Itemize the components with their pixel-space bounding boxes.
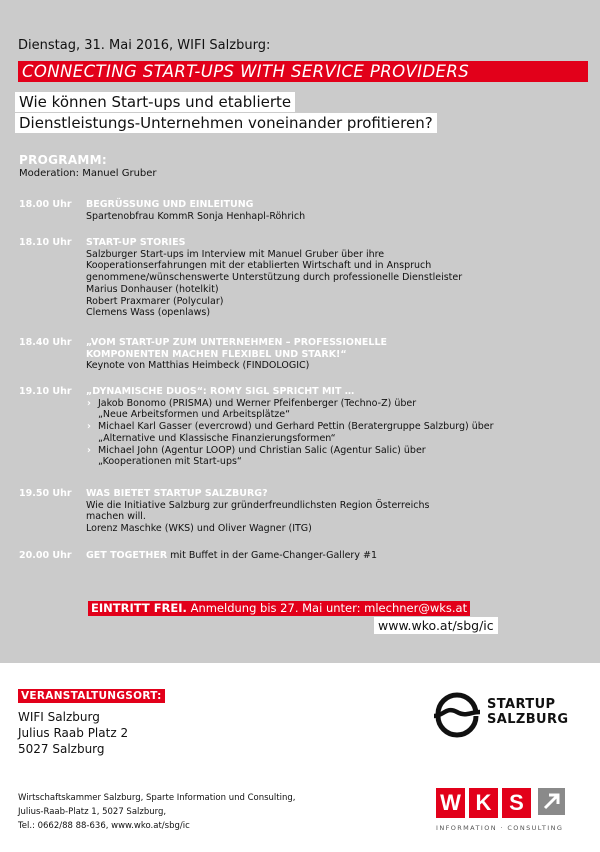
registration-banner (88, 601, 470, 616)
time-1910: 19.10 Uhr (19, 386, 72, 397)
chevron-right-icon: › (87, 444, 91, 456)
list-item: › Michael Karl Gasser (evercrowd) und Gerhard Pettin (Beratergruppe Salzburg) über „Alternative und Klassische Finanzierungsformen“ (87, 421, 494, 444)
time-1810: 18.10 Uhr (19, 237, 72, 248)
event-date: Dienstag, 31. Mai 2016, WIFI Salzburg: (18, 38, 271, 53)
venue-label: VERANSTALTUNGSORT: (18, 689, 165, 703)
agenda-text: genommene/wünschenswerte Unterstützung durch professionelle Dienstleister (86, 272, 463, 284)
speaker: Lorenz Maschke (WKS) und Oliver Wagner (ITG) (86, 523, 312, 535)
agenda-item-welcome (86, 199, 591, 222)
startup-swirl-icon (432, 690, 482, 738)
agenda-title: BEGRÜSSUNG UND EINLEITUNG (86, 199, 254, 210)
subtitle-line-1: Wie können Start-ups und etablierte (15, 92, 295, 112)
agenda-title: „VOM START-UP ZUM UNTERNEHMEN – PROFESSIONELLE (86, 337, 387, 348)
agenda-text: Kooperationserfahrungen mit der etablierten Wirtschaft und in Anspruch (86, 260, 432, 272)
agenda-text: mit Buffet in der Game-Changer-Gallery #1 (167, 550, 377, 561)
headline-text: CONNECTING START-UPS WITH SERVICE PROVIDERS (22, 62, 470, 81)
wks-letter-k: K (469, 788, 498, 818)
agenda-title: „DYNAMISCHE DUOS“: ROMY SIGL SPRICHT MIT … (86, 386, 355, 397)
agenda-text: Wie die Initiative Salzburg zur gründerfreundlichsten Region Österreichs (86, 499, 430, 511)
arrow-up-right-icon (538, 788, 565, 815)
speaker: Marius Donhauser (hotelkit) (86, 283, 219, 295)
list-item: › Michael John (Agentur LOOP) und Christian Salic (Agentur Salic) über „Kooperationen mit Start-ups“ (87, 444, 426, 468)
chevron-right-icon: › (87, 421, 91, 433)
agenda-title: KOMPONENTEN MACHEN FLEXIBEL UND STARK!“ (86, 348, 347, 360)
speaker: Clemens Wass (openlaws) (86, 307, 211, 319)
startup-wordmark: STARTUP SALZBURG (487, 697, 569, 727)
agenda-item-get-together (86, 550, 591, 562)
agenda-title: START-UP STORIES (86, 237, 186, 248)
wks-letter-s: S (502, 788, 531, 818)
list-item: › Jakob Bonomo (PRISMA) und Werner Pfeifenberger (Techno-Z) über „Neue Arbeitsformen und Arbeitsplätze“ (87, 397, 417, 421)
chevron-right-icon: › (87, 397, 91, 409)
wks-logo (436, 788, 566, 836)
duo-list (86, 398, 591, 468)
wks-tagline: INFORMATION · CONSULTING (436, 824, 564, 832)
free-entry-label: EINTRITT FREI. (91, 601, 187, 615)
agenda-title: WAS BIETET STARTUP SALZBURG? (86, 488, 268, 499)
time-1950: 19.50 Uhr (19, 488, 72, 499)
website-link[interactable]: www.wko.at/sbg/ic (374, 617, 498, 634)
subtitle-line-2: Dienstleistungs-Unternehmen voneinander profitieren? (15, 113, 437, 133)
agenda-title: GET TOGETHER (86, 550, 168, 561)
time-1800: 18.00 Uhr (19, 199, 72, 210)
agenda-text: machen will. (86, 511, 146, 523)
agenda-text: Salzburger Start-ups im Interview mit Manuel Gruber über ihre (86, 248, 385, 260)
wks-letter-w: W (436, 788, 465, 818)
agenda-item-startup-salzburg (86, 488, 591, 535)
registration-email-text[interactable]: Anmeldung bis 27. Mai unter: mlechner@wks.at (186, 601, 468, 615)
organizer-contact: Wirtschaftskammer Salzburg, Sparte Information und Consulting, Julius-Raab-Platz 1, 5027 Salzburg, Tel.: 0662/88 88-636, www.wko.at/sbg/ic (18, 793, 296, 831)
venue-address: WIFI Salzburg Julius Raab Platz 2 5027 Salzburg (18, 710, 129, 756)
programme-heading: PROGRAMM: (19, 153, 107, 167)
speaker: Robert Praxmarer (Polycular) (86, 295, 224, 307)
agenda-text: Spartenobfrau KommR Sonja Henhapl-Röhrich (86, 210, 306, 222)
startup-salzburg-logo (432, 690, 572, 738)
agenda-text: Keynote von Matthias Heimbeck (FINDOLOGIC) (86, 360, 310, 372)
time-2000: 20.00 Uhr (19, 550, 72, 561)
agenda-item-dynamic-duos (86, 386, 591, 468)
agenda-item-startup-stories (86, 237, 591, 319)
agenda-item-keynote (86, 337, 591, 372)
time-1840: 18.40 Uhr (19, 337, 72, 348)
moderation-line: Moderation: Manuel Gruber (19, 168, 157, 179)
